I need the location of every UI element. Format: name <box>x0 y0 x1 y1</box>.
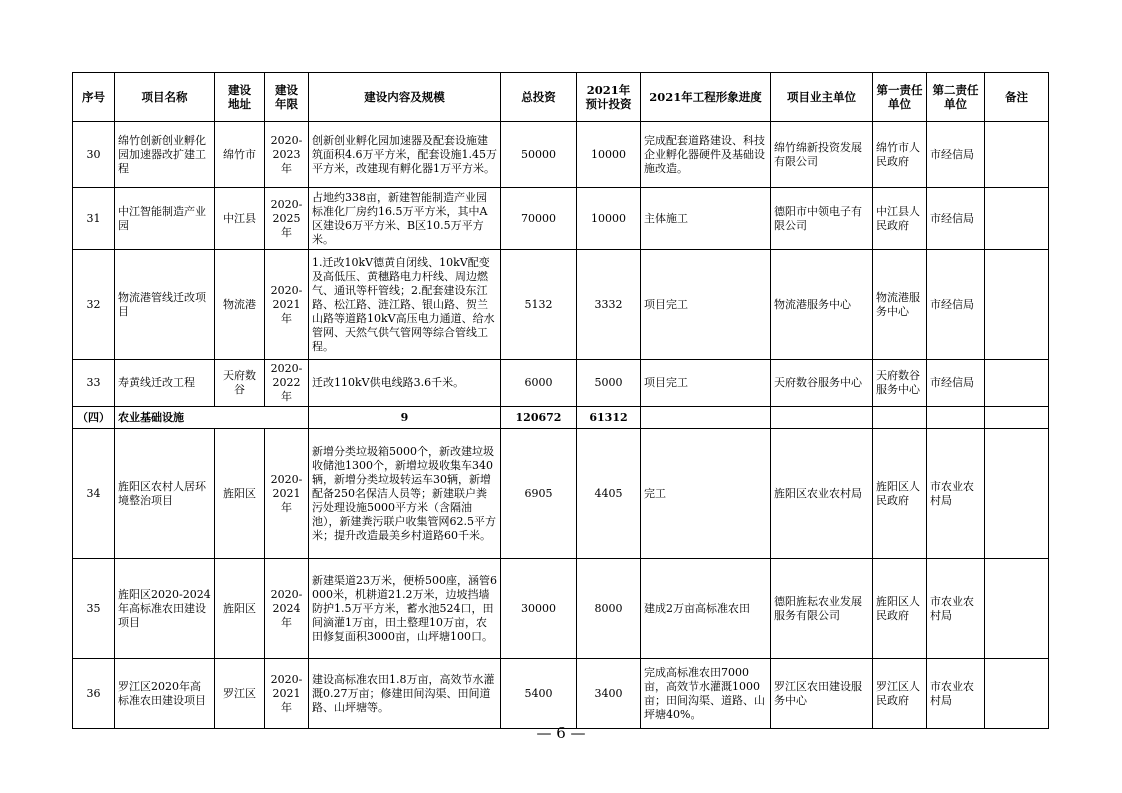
section-invest2021: 61312 <box>577 407 641 429</box>
cell-location: 旌阳区 <box>215 559 265 659</box>
cell-total: 50000 <box>501 122 577 188</box>
cell-total: 5132 <box>501 250 577 360</box>
cell-resp2: 市经信局 <box>927 360 985 407</box>
cell-invest2021: 3400 <box>577 659 641 729</box>
section-empty <box>641 407 771 429</box>
cell-owner: 绵竹绵新投资发展有限公司 <box>771 122 873 188</box>
cell-progress: 完成高标准农田7000亩，高效节水灌溉1000亩；田间沟渠、道路、山坪塘40%。 <box>641 659 771 729</box>
cell-note <box>985 429 1049 559</box>
table-row <box>73 250 1049 360</box>
header-total: 总投资 <box>501 73 577 122</box>
table-header-row <box>73 73 1049 122</box>
cell-resp1: 中江县人民政府 <box>873 188 927 250</box>
table-row <box>73 360 1049 407</box>
header-years: 建设 年限 <box>265 73 309 122</box>
cell-invest2021: 10000 <box>577 122 641 188</box>
cell-resp1: 旌阳区人民政府 <box>873 559 927 659</box>
cell-resp1: 天府数谷服务中心 <box>873 360 927 407</box>
cell-content: 新增分类垃圾箱5000个，新改建垃圾收储池1300个，新增垃圾收集车340辆，新增分类垃圾转运车30辆，新增配备250名保洁人员等；新建联户粪污处理设施5000平方米（含隔油池），新建粪污联户收集管网62.5平方米；提升改造最美乡村道路60千米。 <box>309 429 501 559</box>
cell-name: 中江智能制造产业园 <box>115 188 215 250</box>
cell-invest2021: 3332 <box>577 250 641 360</box>
header-progress: 2021年工程形象进度 <box>641 73 771 122</box>
cell-resp2: 市农业农村局 <box>927 659 985 729</box>
section-total: 120672 <box>501 407 577 429</box>
cell-note <box>985 188 1049 250</box>
cell-no: 30 <box>73 122 115 188</box>
cell-location: 旌阳区 <box>215 429 265 559</box>
cell-progress: 完成配套道路建设、科技企业孵化器硬件及基础设施改造。 <box>641 122 771 188</box>
cell-years: 2020-2023年 <box>265 122 309 188</box>
cell-resp2: 市农业农村局 <box>927 559 985 659</box>
header-note: 备注 <box>985 73 1049 122</box>
cell-invest2021: 10000 <box>577 188 641 250</box>
cell-name: 旌阳区2020-2024年高标准农田建设项目 <box>115 559 215 659</box>
project-table <box>72 72 1049 729</box>
header-no: 序号 <box>73 73 115 122</box>
cell-content: 1.迁改10kV德黄自闭线、10kV配变及高低压、黄穗路电力杆线、周边燃气、通讯等杆管线；2.配套建设东江路、松江路、涟江路、银山路、贺兰山路等道路10kV高压电力通道、给水管网、天然气供气管网等综合管线工程。 <box>309 250 501 360</box>
cell-total: 6000 <box>501 360 577 407</box>
cell-resp1: 旌阳区人民政府 <box>873 429 927 559</box>
section-name: 农业基础设施 <box>115 407 309 429</box>
table-row <box>73 659 1049 729</box>
cell-content: 创新创业孵化园加速器及配套设施建筑面积4.6万平方米，配套设施1.45万平方米，改建现有孵化器1万平方米。 <box>309 122 501 188</box>
cell-content: 建设高标准农田1.8万亩，高效节水灌溉0.27万亩；修建田间沟渠、田间道路、山坪塘等。 <box>309 659 501 729</box>
cell-years: 2020-2021年 <box>265 429 309 559</box>
cell-resp2: 市农业农村局 <box>927 429 985 559</box>
cell-note <box>985 122 1049 188</box>
header-invest2021: 2021年 预计投资 <box>577 73 641 122</box>
section-no: （四） <box>73 407 115 429</box>
section-empty <box>985 407 1049 429</box>
cell-resp1: 罗江区人民政府 <box>873 659 927 729</box>
cell-location: 绵竹市 <box>215 122 265 188</box>
cell-note <box>985 250 1049 360</box>
cell-location: 物流港 <box>215 250 265 360</box>
cell-invest2021: 5000 <box>577 360 641 407</box>
section-row <box>73 407 1049 429</box>
cell-owner: 天府数谷服务中心 <box>771 360 873 407</box>
cell-total: 5400 <box>501 659 577 729</box>
cell-content: 迁改110kV供电线路3.6千米。 <box>309 360 501 407</box>
cell-resp2: 市经信局 <box>927 188 985 250</box>
cell-progress: 项目完工 <box>641 250 771 360</box>
cell-years: 2020-2025年 <box>265 188 309 250</box>
cell-content: 新建渠道23万米，便桥500座，涵管6000米，机耕道21.2万米，边坡挡墙防护1.5万平方米，蓄水池524口，田间滴灌1万亩，田土整理10万亩，农田修复面积3000亩，山坪塘100口。 <box>309 559 501 659</box>
cell-note <box>985 559 1049 659</box>
header-owner: 项目业主单位 <box>771 73 873 122</box>
cell-total: 6905 <box>501 429 577 559</box>
table-row <box>73 188 1049 250</box>
cell-name: 绵竹创新创业孵化园加速器改扩建工程 <box>115 122 215 188</box>
cell-owner: 德阳市中领电子有限公司 <box>771 188 873 250</box>
cell-years: 2020-2021年 <box>265 659 309 729</box>
header-resp1: 第一责任 单位 <box>873 73 927 122</box>
section-count: 9 <box>309 407 501 429</box>
cell-total: 30000 <box>501 559 577 659</box>
cell-progress: 完工 <box>641 429 771 559</box>
cell-resp1: 物流港服务中心 <box>873 250 927 360</box>
cell-progress: 主体施工 <box>641 188 771 250</box>
section-empty <box>873 407 927 429</box>
cell-owner: 德阳旌耘农业发展服务有限公司 <box>771 559 873 659</box>
table-row <box>73 122 1049 188</box>
cell-location: 天府数谷 <box>215 360 265 407</box>
section-empty <box>771 407 873 429</box>
cell-progress: 项目完工 <box>641 360 771 407</box>
cell-name: 罗江区2020年高标准农田建设项目 <box>115 659 215 729</box>
page-number: — 6 — <box>536 724 586 742</box>
table-row <box>73 429 1049 559</box>
cell-owner: 旌阳区农业农村局 <box>771 429 873 559</box>
header-location: 建设 地址 <box>215 73 265 122</box>
cell-resp1: 绵竹市人民政府 <box>873 122 927 188</box>
cell-resp2: 市经信局 <box>927 122 985 188</box>
cell-name: 寿黄线迁改工程 <box>115 360 215 407</box>
cell-content: 占地约338亩，新建智能制造产业园标准化厂房约16.5万平方米，其中A区建设6万平方米、B区10.5万平方米。 <box>309 188 501 250</box>
cell-no: 36 <box>73 659 115 729</box>
cell-no: 34 <box>73 429 115 559</box>
cell-progress: 建成2万亩高标准农田 <box>641 559 771 659</box>
cell-no: 31 <box>73 188 115 250</box>
cell-owner: 物流港服务中心 <box>771 250 873 360</box>
cell-owner: 罗江区农田建设服务中心 <box>771 659 873 729</box>
section-empty <box>927 407 985 429</box>
cell-name: 物流港管线迁改项目 <box>115 250 215 360</box>
header-content: 建设内容及规模 <box>309 73 501 122</box>
cell-invest2021: 4405 <box>577 429 641 559</box>
cell-total: 70000 <box>501 188 577 250</box>
cell-invest2021: 8000 <box>577 559 641 659</box>
cell-location: 罗江区 <box>215 659 265 729</box>
header-resp2: 第二责任 单位 <box>927 73 985 122</box>
header-name: 项目名称 <box>115 73 215 122</box>
cell-name: 旌阳区农村人居环境整治项目 <box>115 429 215 559</box>
cell-no: 35 <box>73 559 115 659</box>
cell-years: 2020-2024年 <box>265 559 309 659</box>
cell-no: 32 <box>73 250 115 360</box>
cell-note <box>985 360 1049 407</box>
cell-no: 33 <box>73 360 115 407</box>
cell-years: 2020-2021年 <box>265 250 309 360</box>
cell-years: 2020-2022年 <box>265 360 309 407</box>
table-row <box>73 559 1049 659</box>
cell-resp2: 市经信局 <box>927 250 985 360</box>
cell-note <box>985 659 1049 729</box>
cell-location: 中江县 <box>215 188 265 250</box>
